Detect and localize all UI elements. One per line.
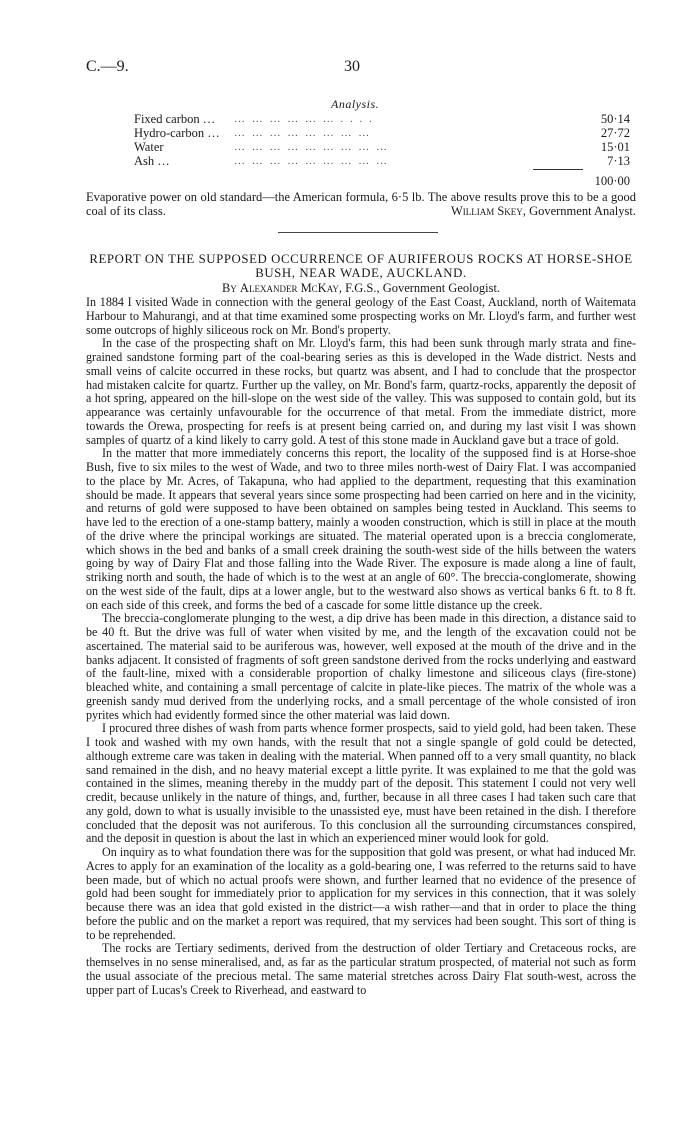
page-number: 30	[344, 58, 360, 75]
leader-dots: … … … … … … . . . .	[234, 113, 374, 125]
analysis-label: Ash …	[134, 154, 170, 168]
analysis-row	[134, 154, 630, 168]
report-body	[86, 296, 636, 997]
leader-dots: … … … … … … … … …	[234, 155, 389, 167]
analysis-value: 50·14	[600, 112, 630, 126]
analysis-row	[134, 126, 630, 140]
leader-dots: … … … … … … … …	[234, 127, 372, 139]
analysis-value: 15·01	[600, 140, 630, 154]
leader-dots: … … … … … … … … …	[234, 141, 389, 153]
byline-prefix: By	[221, 281, 237, 295]
total-rule	[533, 169, 583, 170]
paragraph: The rocks are Tertiary sediments, derived from the destruction of older Tertiary and Cretaceous rocks, are themselves in no sense mineralised, and, as far as the particular stratum prospected, of material not such as form the usual associate of the precious metal. The same material stretches across Dairy Flat south-west, across the upper part of Lucas's Creek to Riverhead, and eastward to	[86, 941, 636, 997]
analysis-value: 27·72	[600, 126, 630, 140]
paragraph: In the case of the prospecting shaft on Mr. Lloyd's farm, this had been sunk through marly strata and fine-grained sandstone forming part of the coal-bearing series as this is developed in the Wade district. Nests and small veins of calcite occurred in these rocks, but quartz was absent, and I had to conclude that the prospector had mistaken calcite for quartz. Further up the valley, on Mr. Bond's farm, quartz-rocks, apparently the deposit of a hot spring, appeared on the hill-slope on the west side of the valley. This was supposed to contain gold, but its appearance was certainly unfavourable for the occurrence of that metal. From the immediate district, more towards the Orewa, prospecting for reefs is at present being carried on, and during my last visit I was shown samples of quartz of a kind likely to carry gold. A test of this stone made in Auckland gave but a trace of gold.	[86, 336, 636, 447]
author-name: Alexander McKay,	[239, 281, 343, 295]
paragraph: The breccia-conglomerate plunging to the west, a dip drive has been made in this direction, a distance said to be 40 ft. But the drive was full of water when visited by me, and the length of the excavation could not be ascertained. The material said to be auriferous was, however, well exposed at the mouth of the drive and in the banks adjacent. It consisted of fragments of soft green sandstone derived from the rocks underlying and eastward of the fault-line, mixed with a considerable proportion of chalky limestone and siliceous clays (fire-stone) bleached white, and containing a small percentage of calcite in plate-like pieces. The matrix of the whole was a greenish sandy mud derived from the underlying rocks, and a small percentage of the whole consisted of iron pyrites which had evidently formed since the other material was laid down.	[86, 611, 636, 722]
paragraph: On inquiry as to what foundation there was for the supposition that gold was present, or what had induced Mr. Acres to apply for an examination of the locality as a gold-bearing one, I was referred to the returns said to have been made, but of which no actual proofs were shown, and further learned that no evidence of the presence of gold had been sought for immediately prior to application for my services in this connection, that it was solely because there was an idea that gold existed in the district—a wish rather—and that in order to place the thing before the public and on the market a report was required, that my services had been sought. This sort of thing is to be reprehended.	[86, 845, 636, 942]
analyst-name: William Skey,	[450, 204, 526, 218]
paragraph: I procured three dishes of wash from parts whence former prospects, said to yield gold, had been taken. These I took and washed with my own hands, with the result that not a single spangle of gold could be detected, although extreme care was taken in dealing with the material. When panned off to a very small quantity, no black sand remained in the dish, and no heavy material except a little pyrite. It was explained to me that the gold was contained in the slimes, meaning thereby in the muddy part of the deposit. This statement I could not very well credit, because unlikely in the nature of things, and, further, because in all three cases I had taken such care that any gold, down to what is usually invisible to the unassisted eye, must have been retained in the dish. I therefore concluded that the deposit was not auriferous. To this conclusion all the surrounding circumstances conspired, and the deposit in question is about the last in which an experienced miner would look for gold.	[86, 721, 636, 846]
analysis-total: 100·00	[594, 174, 630, 188]
report-title: REPORT ON THE SUPPOSED OCCURRENCE OF AURIFEROUS ROCKS AT HORSE-SHOE BUSH, NEAR WADE, AUCKLAND.	[89, 252, 633, 280]
analyst-title: Government Analyst.	[529, 204, 636, 218]
paragraph: In 1884 I visited Wade in connection with the general geology of the East Coast, Auckland, north of Waitemata Harbour to Mahurangi, and at that time examined some prospecting works on Mr. Lloyd's farm, and further west some outcrops of highly siliceous rock on Mr. Bond's property.	[86, 295, 636, 337]
report-byline	[86, 281, 636, 296]
analyst-signature	[451, 204, 636, 219]
analysis-row	[134, 140, 630, 154]
analysis-label: Hydro-carbon …	[134, 126, 220, 140]
author-credentials: F.G.S., Government Geologist.	[345, 281, 501, 295]
section-divider	[278, 232, 438, 233]
evaporative-text: Evaporative power on old standard—the American formula, 6·5 lb. The above results prove this to be a good coal of its class.	[86, 190, 636, 218]
analysis-table	[134, 112, 630, 168]
analysis-value: 7·13	[607, 154, 630, 168]
analysis-title: Analysis.	[331, 97, 380, 111]
paragraph: In the matter that more immediately concerns this report, the locality of the supposed find is at Horse-shoe Bush, five to six miles to the west of Wade, and two to three miles north-west of Dairy Flat. I was accompanied to the place by Mr. Acres, of Takapuna, who had applied to the department, requesting that this examination should be made. It appears that several years since some prospecting had been carried on here and in the vicinity, and returns of gold were supposed to have been obtained on samples being tested in Auckland. This seems to have led to the erection of a one-stamp battery, mainly a wooden construction, which is still in place at the mouth of the drive where the principal workings are situated. The material operated upon is a breccia conglomerate, which shows in the bed and banks of a small creek draining the south-west side of the hills between the waters going by way of Dairy Flat and those falling into the Wade River. The exposure is made along a line of fault, striking north and south, the hade of which is to the west at an angle of 60°. The breccia-conglomerate, showing on the west side of the fault, dips at a lower angle, but to the westward also shows as vertical banks 6 ft. to 8 ft. on each side of this creek, and forms the bed of a cascade for some little distance up the creek.	[86, 446, 636, 612]
analysis-label: Water	[134, 140, 164, 154]
page-header	[86, 58, 636, 82]
analysis-row	[134, 112, 630, 126]
document-code: C.—9.	[86, 58, 129, 75]
analysis-label: Fixed carbon …	[134, 112, 216, 126]
